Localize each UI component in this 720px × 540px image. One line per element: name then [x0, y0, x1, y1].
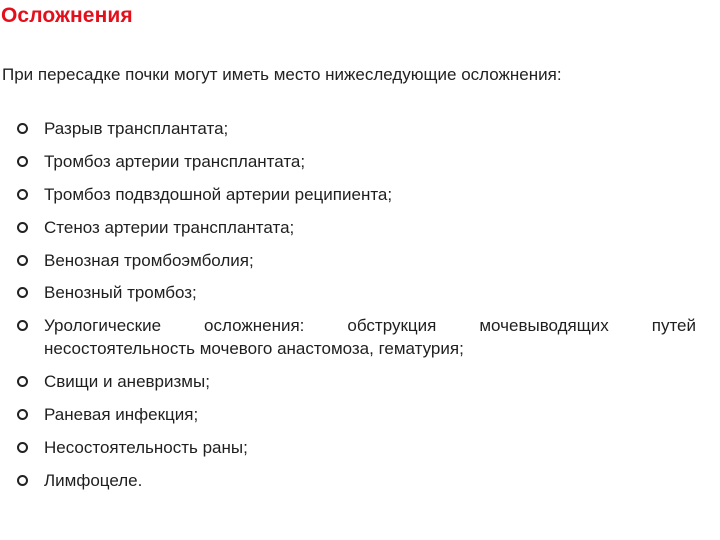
list-item — [0, 249, 700, 272]
list-item — [0, 436, 700, 459]
circle-bullet-icon — [17, 255, 28, 266]
list-item — [0, 150, 700, 173]
circle-bullet-icon — [17, 189, 28, 200]
list-item-text: Лимфоцеле. — [44, 470, 143, 490]
list-item-urological — [0, 314, 700, 360]
circle-bullet-icon — [17, 376, 28, 387]
circle-bullet-icon — [17, 123, 28, 134]
list-item — [0, 403, 700, 426]
list-item — [0, 469, 700, 492]
page-title: Осложнения — [1, 4, 133, 27]
list-item — [0, 281, 700, 304]
list-item-text: Свищи и аневризмы; — [44, 372, 210, 392]
list-item-text: Тромбоз подвздошной артерии реципиента; — [44, 184, 393, 204]
list-item — [0, 117, 700, 140]
complications-list — [0, 117, 700, 502]
circle-bullet-icon — [17, 442, 28, 453]
list-item-text: Венозная тромбоэмболия; — [44, 250, 254, 270]
list-item-text: Венозный тромбоз; — [44, 283, 197, 303]
circle-bullet-icon — [17, 475, 28, 486]
list-item — [0, 183, 700, 206]
list-item-text: Несостоятельность раны; — [44, 438, 248, 458]
list-item — [0, 216, 700, 239]
circle-bullet-icon — [17, 222, 28, 233]
circle-bullet-icon — [17, 287, 28, 298]
list-item-text: Тромбоз артерии трансплантата; — [44, 151, 306, 171]
intro-text: При пересадке почки могут иметь место нижеследующие осложнения: — [2, 65, 562, 84]
list-item-text: Урологические осложнения: обструкция мочевыводящих путей — [44, 316, 696, 336]
list-item — [0, 370, 700, 393]
list-item-text: Разрыв трансплантата; — [44, 119, 229, 138]
circle-bullet-icon — [17, 320, 28, 331]
list-item-text: Стеноз артерии трансплантата; — [44, 217, 295, 237]
list-item-text: Раневая инфекция; — [44, 405, 199, 425]
circle-bullet-icon — [17, 409, 28, 420]
list-item-text-continuation: несостоятельность мочевого анастомоза, гематурия; — [44, 339, 464, 359]
circle-bullet-icon — [17, 156, 28, 167]
